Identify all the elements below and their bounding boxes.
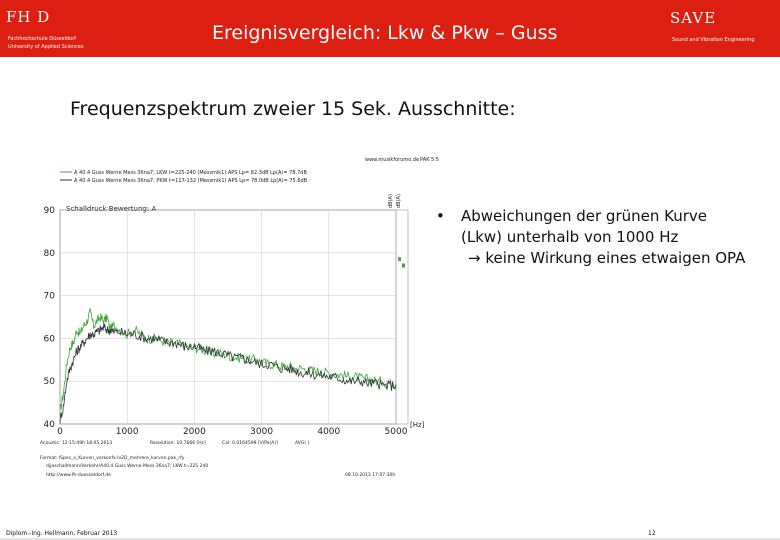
bottom-info-format: Format: ISpec_x_Kurven_vorkonfx.lv2D_mehrere_kurven.pak_rfy [40,456,185,461]
bottom-info-resolution: Resolution: 10.7666 [Hz] [150,441,206,446]
chart-header-url: www.musikforumo.de [365,157,420,163]
y-tick-labels [44,206,56,430]
bottom-info-url: http://www.fh-duesseldorf.de [46,473,111,478]
x-tick-label: 0 [57,427,63,437]
bottom-info-path: dijaschallmann/Verkehr/A40.4 Guss Werne Mess 36na7; LKW t=225 240 [46,464,209,469]
bullet-dot: • [436,207,445,225]
bottom-info-avg: AVG( ) [295,441,310,446]
bullet-line-3 [468,248,780,269]
x-unit-label: [Hz] [410,421,425,429]
y-tick-label: 80 [43,248,55,259]
x-tick-labels [57,427,408,437]
bullet-line-2: (Lkw) unterhalb von 1000 Hz [461,228,679,246]
y-tick-label: 60 [43,334,55,345]
x-tick-label: 2000 [182,427,206,437]
y-tick-label: 70 [43,291,55,302]
spectrum-chart [0,150,470,485]
y-tick-label: 40 [43,420,55,430]
series-line-pkw [60,324,396,424]
level-indicator-pkw [398,257,401,261]
bullet-text [461,206,780,269]
footer-author: Diplom.-Ing. Hellmann, Februar 2013 [6,530,118,537]
y-tick-label: 50 [43,377,55,388]
series-line-lkw [60,309,396,410]
spectrum-chart-svg [0,150,470,485]
series-group [60,309,396,424]
arrow-icon: → [468,249,481,267]
y-unit-label: dB(A) [388,194,394,208]
plot-frame [60,210,396,424]
plot-label: Schalldruck Bewertung: A [66,205,157,213]
institution-name: Fachhochschule Düsseldorf [8,36,77,42]
chart-header-tag: PAK 5.5 [420,157,439,163]
x-tick-label: 3000 [250,427,274,437]
legend-entry-pkw: A 40.4 Guss Werne Mess 36na7; PKW t=117-132 (Messmik1) APS Lp= 78.0dB Lp(A)= 75.6dB [74,178,308,184]
legend-entry-lkw: A 40.4 Guss Werne Mess 36na7; LKW t=225-240 (Messmik1) APS Lp= 82.3dB Lp(A)= 78.7dB [74,170,307,176]
save-logo: SAVE [670,9,717,27]
slide-title: Ereignisvergleich: Lkw & Pkw – Guss [212,22,558,44]
bottom-info-date: 08.10.2013 17:07:30h [345,473,396,478]
institution-subtitle: University of Applied Sciences [8,44,84,50]
slide-subtitle: Frequenzspektrum zweier 15 Sek. Ausschnitte: [70,98,516,120]
y-tick-label: 90 [43,206,55,216]
x-tick-label: 4000 [317,427,341,437]
fhd-logo: FH D [6,8,51,26]
page-number: 12 [648,530,656,537]
bottom-info-acoustic: Acoustic: 12:15:49h 18.05.2013 [40,441,113,446]
level-indicator-lkw [402,264,405,268]
bottom-info-cal: Cal: 0.0164599 [V/Pa(A)] [222,441,278,446]
level-bar-frame [396,210,408,424]
bullet-line-3-text: keine Wirkung eines etwaigen OPA [485,249,746,267]
bullet-line-1: Abweichungen der grünen Kurve [461,207,707,225]
header-bar [0,0,780,57]
y-unit-label-2: dB(A) [396,194,402,208]
grid-lines [60,210,396,424]
save-tagline: Sound and Vibration Engineering [672,37,755,43]
x-tick-label: 5000 [384,427,408,437]
x-tick-label: 1000 [115,427,139,437]
